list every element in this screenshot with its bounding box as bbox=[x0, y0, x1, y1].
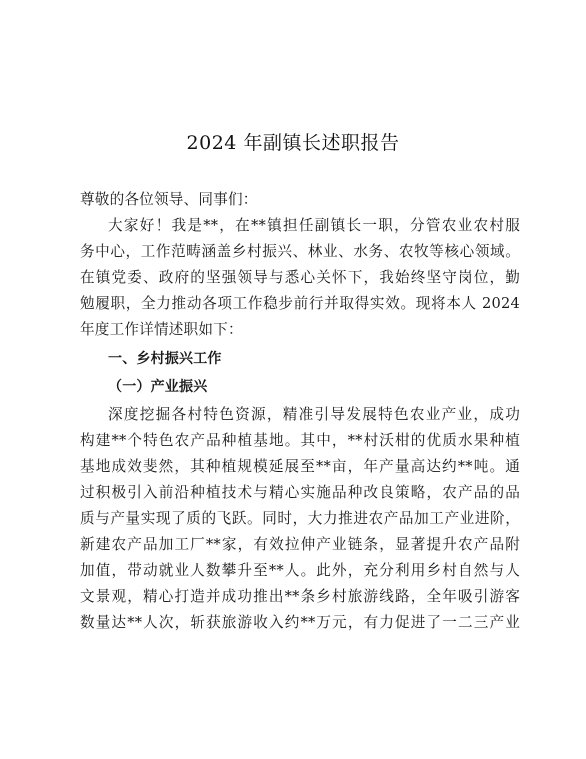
body-line-6: 新建农产品加工厂**家，有效拉伸产业链条，显著提升农产品附 bbox=[80, 536, 520, 553]
body-line-2: 构建**个特色农产品种植基地。其中，**村沃柑的优质水果种植 bbox=[80, 432, 520, 449]
body-line-4: 过积极引入前沿种植技术与精心实施品种改良策略，农产品的品 bbox=[80, 484, 520, 501]
body-line-8: 文景观，精心打造并成功推出**条乡村旅游线路，全年吸引游客 bbox=[80, 588, 520, 605]
intro-line-1: 大家好！我是**，在**镇担任副镇长一职，分管农业农村服 bbox=[108, 217, 520, 234]
intro-line-3: 在镇党委、政府的坚强领导与悉心关怀下，我始终坚守岗位，勤 bbox=[80, 269, 520, 286]
intro-line-4: 勉履职，全力推动各项工作稳步前行并取得实效。现将本人 2024 bbox=[80, 295, 520, 312]
intro-line-2: 务中心，工作范畴涵盖乡村振兴、林业、水务、农牧等核心领域。 bbox=[80, 243, 520, 260]
document-title: 2024 年副镇长述职报告 bbox=[186, 132, 400, 154]
intro-line-5: 年度工作详情述职如下： bbox=[80, 321, 243, 338]
salutation: 尊敬的各位领导、同事们： bbox=[80, 191, 258, 208]
body-line-9: 数量达**人次，斩获旅游收入约**万元，有力促进了一二三产业 bbox=[80, 614, 520, 631]
body-line-7: 加值，带动就业人数攀升至**人。此外，充分利用乡村自然与人 bbox=[80, 562, 520, 579]
body-line-5: 质与产量实现了质的飞跃。同时，大力推进农产品加工产业进阶， bbox=[80, 510, 520, 527]
subsection-heading: （一）产业振兴 bbox=[108, 379, 208, 395]
body-line-1: 深度挖掘各村特色资源，精准引导发展特色农业产业，成功 bbox=[108, 406, 520, 423]
section-heading: 一、乡村振兴工作 bbox=[108, 351, 222, 367]
body-line-3: 基地成效斐然，其种植规模延展至**亩，年产量高达约**吨。通 bbox=[80, 458, 520, 475]
